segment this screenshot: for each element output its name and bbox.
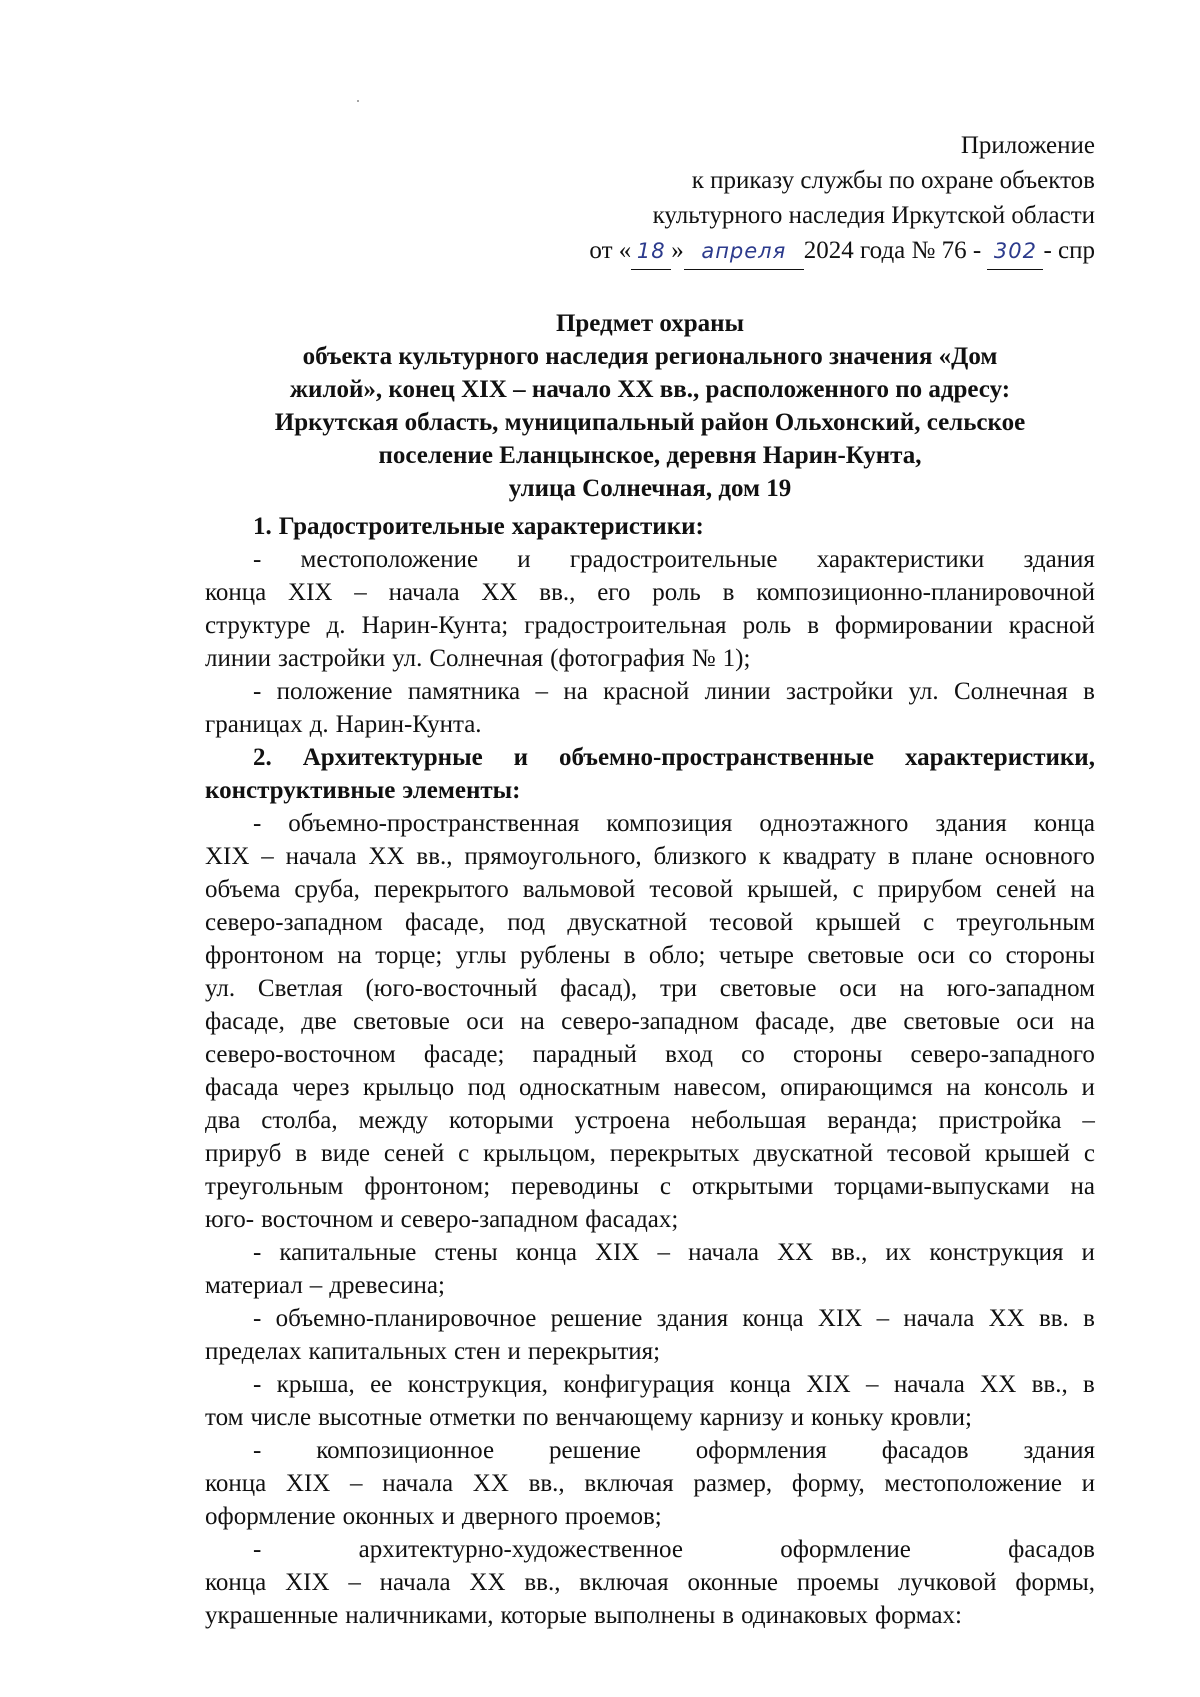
text-line: пределах капитальных стен и перекрытия; bbox=[205, 1338, 661, 1365]
text-line: конца XIX – начала XX вв., включая размер, форму, местоположение и bbox=[205, 1470, 1095, 1497]
section-heading bbox=[205, 510, 1095, 543]
annex-authority: культурного наследия Иркутской области bbox=[652, 202, 1095, 229]
text-line: - архитектурно-художественное оформление фасадов bbox=[253, 1536, 1095, 1563]
section-heading bbox=[205, 741, 1095, 807]
title-line: Предмет охраны bbox=[555, 310, 745, 337]
text-line: ул. Светлая (юго-восточный фасад), три световые оси на юго-западном bbox=[205, 975, 1095, 1002]
text-line: - местоположение и градостроительные характеристики здания bbox=[253, 546, 1095, 573]
text-line: фасаде, две световые оси на северо-западном фасаде, две световые оси на bbox=[205, 1008, 1095, 1035]
scan-speck bbox=[357, 100, 359, 102]
document-body bbox=[205, 510, 1095, 1632]
order-suffix: - спр bbox=[1043, 237, 1095, 264]
text-line: треугольным фронтоном; переводины с открытыми торцами-выпусками на bbox=[205, 1173, 1095, 1200]
annex-header bbox=[589, 128, 1095, 270]
title-line: Иркутская область, муниципальный район Ольхонский, сельское bbox=[274, 409, 1026, 436]
text-line: линии застройки ул. Солнечная (фотография № 1); bbox=[205, 645, 751, 672]
annex-date-line bbox=[589, 233, 1095, 270]
text-line: северо-восточном фасаде; парадный вход со стороны северо-западного bbox=[205, 1041, 1095, 1068]
handwritten-order-number: 302 bbox=[987, 234, 1043, 270]
text-line: прируб в виде сеней с крыльцом, перекрытых двускатной тесовой крышей с bbox=[205, 1140, 1095, 1167]
text-line: объема сруба, перекрытого вальмовой тесовой крышей, с прирубом сеней на bbox=[205, 876, 1095, 903]
title-line: жилой», конец XIX – начало XX вв., расположенного по адресу: bbox=[289, 376, 1011, 403]
text-line: конца XIX – начала XX вв., его роль в композиционно-планировочной bbox=[205, 579, 1095, 606]
text-line: северо-западном фасаде, под двускатной тесовой крышей с треугольным bbox=[205, 909, 1095, 936]
text-line: XIX – начала XX вв., прямоугольного, близкого к квадрату в плане основного bbox=[205, 843, 1095, 870]
body-paragraph bbox=[205, 1302, 1095, 1368]
text-line: - объемно-пространственная композиция одноэтажного здания конца bbox=[253, 810, 1095, 837]
text-line: - композиционное решение оформления фасадов здания bbox=[253, 1437, 1095, 1464]
annex-title: Приложение bbox=[960, 132, 1095, 159]
date-prefix: от « bbox=[589, 237, 632, 264]
text-line: границах д. Нарин-Кунта. bbox=[205, 711, 482, 738]
title-line: поселение Еланцынское, деревня Нарин-Кунта, bbox=[378, 442, 922, 469]
text-line: структуре д. Нарин-Кунта; градостроительная роль в формировании красной bbox=[205, 612, 1095, 639]
text-line: 1. Градостроительные характеристики: bbox=[253, 513, 704, 540]
text-line: украшенные наличниками, которые выполнены в одинаковых формах: bbox=[205, 1602, 962, 1629]
text-line: фронтоном на торце; углы рублены в обло; четыре световые оси со стороны bbox=[205, 942, 1095, 969]
text-line: том числе высотные отметки по венчающему карнизу и коньку кровли; bbox=[205, 1404, 972, 1431]
body-paragraph bbox=[205, 1368, 1095, 1434]
document-title bbox=[205, 307, 1095, 505]
text-line: - объемно-планировочное решение здания конца XIX – начала XX вв. в bbox=[253, 1305, 1095, 1332]
handwritten-day: 18 bbox=[631, 234, 671, 270]
text-line: два столба, между которыми устроена небольшая веранда; пристройка – bbox=[205, 1107, 1095, 1134]
body-paragraph bbox=[205, 1434, 1095, 1533]
text-line: - капитальные стены конца XIX – начала XX вв., их конструкция и bbox=[253, 1239, 1095, 1266]
handwritten-month: апреля bbox=[684, 234, 804, 270]
body-paragraph bbox=[205, 675, 1095, 741]
text-line: фасада через крыльцо под односкатным навесом, опирающимся на консоль и bbox=[205, 1074, 1095, 1101]
body-paragraph bbox=[205, 807, 1095, 1236]
text-line: 2. Архитектурные и объемно-пространственные характеристики, bbox=[253, 744, 1095, 771]
text-line: материал – древесина; bbox=[205, 1272, 445, 1299]
text-line: конструктивные элементы: bbox=[205, 777, 521, 804]
text-line: - крыша, ее конструкция, конфигурация конца XIX – начала XX вв., в bbox=[253, 1371, 1095, 1398]
date-year: 2024 года № 76 - bbox=[803, 237, 982, 264]
body-paragraph bbox=[205, 1236, 1095, 1302]
text-line: конца XIX – начала XX вв., включая оконные проемы лучковой формы, bbox=[205, 1569, 1095, 1596]
annex-order-ref: к приказу службы по охране объектов bbox=[691, 167, 1095, 194]
title-line: улица Солнечная, дом 19 bbox=[508, 475, 792, 502]
text-line: оформление оконных и дверного проемов; bbox=[205, 1503, 662, 1530]
title-line: объекта культурного наследия регионального значения «Дом bbox=[302, 343, 998, 370]
date-mid: » bbox=[671, 237, 684, 264]
body-paragraph bbox=[205, 543, 1095, 675]
body-paragraph bbox=[205, 1533, 1095, 1632]
text-line: юго- восточном и северо-западном фасадах; bbox=[205, 1206, 679, 1233]
text-line: - положение памятника – на красной линии застройки ул. Солнечная в bbox=[253, 678, 1095, 705]
